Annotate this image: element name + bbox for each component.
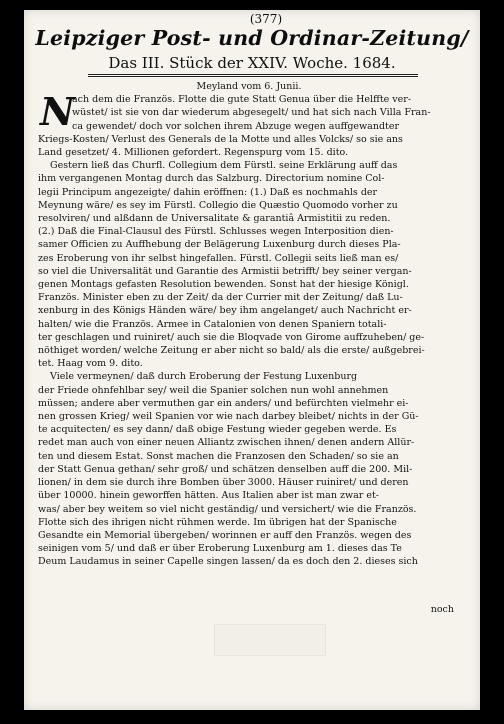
text-line: Französ. Minister eben zu der Zeit/ da der Currier mit der Zeitung/ daß Lu-	[38, 292, 403, 304]
text-line: seinigen vom 5/ und daß er über Eroberung Luxenburg am 1. dieses das Te	[38, 543, 402, 555]
text-line-with-dateline: tet. Haag vom 9. dito.	[38, 358, 143, 370]
text-line: Kriegs-Kosten/ Verlust des Generals de la Motte und alles Volcks/ so sie ans	[38, 133, 403, 145]
text-line: was/ aber bey weitem so viel nicht geständig/ und versichert/ wie die Französ.	[38, 503, 417, 515]
text-line: halten/ wie die Französ. Armee in Catalonien von denen Spaniern totali-	[38, 318, 387, 330]
dateline-meyland: Meyland vom 6. Junii.	[196, 81, 302, 92]
page-number: (377)	[249, 12, 283, 26]
text-line: Gesandte ein Memorial übergeben/ worinnen er auff den Französ. wegen des	[38, 529, 412, 541]
dropcap: N	[40, 89, 75, 134]
text-line: über 10000. hinein geworffen hätten. Aus Italien aber ist man zwar et-	[38, 490, 379, 502]
title-rule-top	[88, 74, 418, 75]
text-line: zes Eroberung von ihr selbst hingefallen. Fürstl. Collegii seits ließ man es/	[38, 252, 399, 264]
newspaper-title: Leipziger Post- und Ordinar-Zeitung/	[35, 26, 469, 50]
text-line: ter geschlagen und ruiniret/ auch sie die Bloqvade von Girome auffzuheben/ ge-	[38, 331, 425, 343]
text-line-with-dateline: Land gesetzet/ 4. Millionen gefordert. Regenspurg vom 15. dito.	[38, 147, 349, 159]
issue-subtitle: Das III. Stück der XXIV. Woche. 1684.	[108, 54, 396, 72]
text-line: lionen/ in dem sie durch ihre Bomben über 3000. Häuser ruiniret/ und deren	[38, 477, 409, 489]
text-line: resolviren/ und alßdann de Universalitate & garantiâ Armistitii zu reden.	[38, 213, 391, 225]
text-line: Flotte sich des ihrigen nicht rühmen werde. Im übrigen hat der Spanische	[38, 516, 397, 528]
title-rule-bottom	[88, 76, 418, 77]
article-body	[38, 80, 460, 569]
text-line: redet man auch von einer neuen Alliantz zwischen ihnen/ denen andern Allür-	[38, 437, 415, 449]
faint-stamp-area	[214, 624, 326, 656]
text-line: ihm vergangenen Montag durch das Salzburg. Directorium nomine Col-	[38, 173, 385, 185]
newspaper-page	[24, 10, 480, 710]
text-line: der Statt Genua gethan/ sehr groß/ und schätzen denselben auff die 200. Mil-	[38, 463, 413, 475]
text-line: Deum Laudamus in seiner Capelle singen lassen/ da es doch den 2. dieses sich	[38, 556, 418, 568]
text-line: nöthiget worden/ welche Zeitung er aber nicht so bald/ als die erste/ außgebrei-	[38, 345, 425, 357]
text-line: so viel die Universalität und Garantie des Armistii betrifft/ bey seiner vergan-	[38, 265, 412, 277]
text-line: Meynung wäre/ es sey im Fürstl. Collegio die Quæstio Quomodo vorher zu	[38, 199, 398, 211]
text-line: genen Montags gefasten Resolution bewenden. Sonst hat der hiesige Königl.	[38, 279, 409, 291]
text-line: samer Officien zu Auffhebung der Belägerung Luxenburg durch dieses Pla-	[38, 239, 401, 251]
text-line: Gestern ließ das Churfl. Collegium dem Fürstl. seine Erklärung auff das	[50, 160, 398, 172]
text-line: der Friede ohnfehlbar sey/ weil die Spanier solchen nun wohl annehmen	[38, 384, 389, 396]
text-line: legii Principum angezeigte/ dahin eröffnen: (1.) Daß es nochmahls der	[38, 186, 378, 198]
catchword: noch	[430, 604, 454, 615]
text-line: ca gewendet/ doch vor solchen ihrem Abzuge wegen auffgewandter	[72, 120, 400, 132]
text-line: nen grossen Krieg/ weil Spanien vor wie nach darbey bleibet/ nichts in der Gü-	[38, 411, 419, 423]
text-line: (2.) Daß die Final-Clausul des Fürstl. Schlusses wegen Interposition dien-	[38, 226, 394, 238]
text-line: müssen; andere aber vermuthen gar ein anders/ und befürchten vielmehr ei-	[38, 397, 409, 409]
text-line: xenburg in des Königs Händen wäre/ bey ihm angelanget/ auch Nachricht er-	[38, 305, 412, 317]
text-line: wüstet/ ist sie von dar wiederum abgesegelt/ und hat sich nach Villa Fran-	[72, 107, 431, 119]
text-line: te acquitecten/ es sey dann/ daß obige Festung wieder gegeben werde. Es	[38, 424, 397, 436]
text-line: ten und diesem Estat. Sonst machen die Franzosen den Schaden/ so sie an	[38, 450, 399, 462]
text-line: ach dem die Französ. Flotte die gute Statt Genua über die Helffte ver-	[72, 94, 412, 106]
text-line: Viele vermeynen/ daß durch Eroberung der Festung Luxenburg	[50, 371, 358, 383]
